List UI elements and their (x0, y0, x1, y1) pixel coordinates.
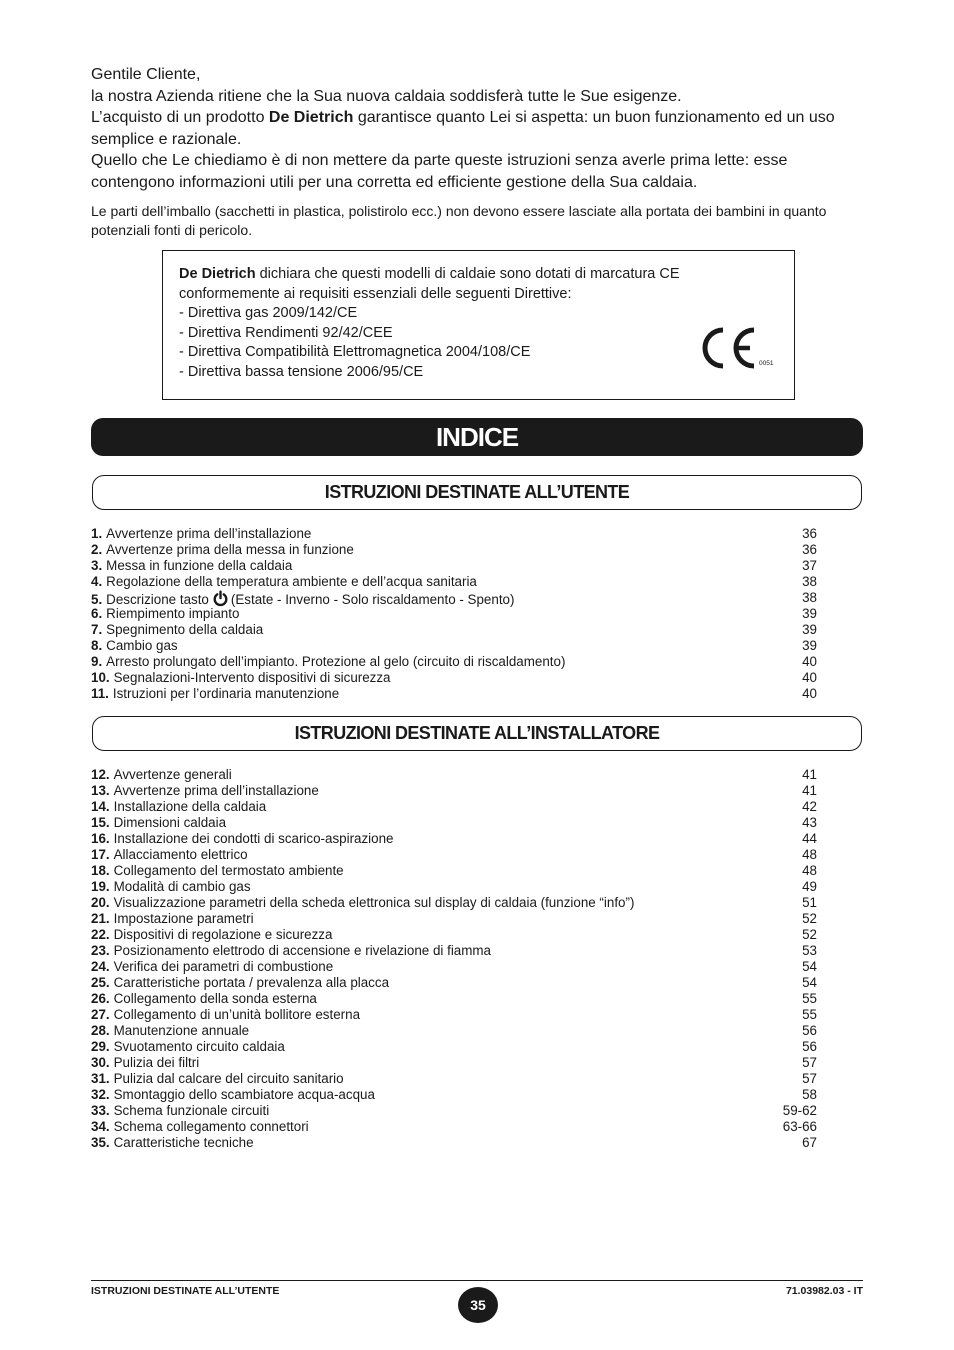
index-title: INDICE (435, 421, 519, 452)
toc-page: 43 (802, 815, 817, 830)
toc-page: 40 (802, 654, 817, 669)
toc-page: 56 (802, 1039, 817, 1054)
intro-line-2: L’acquisto di un prodotto De Dietrich garantisce quanto Lei si aspetta: un buon funzionamento ed un uso semplice e razionale. (91, 109, 835, 148)
page-number: 35 (470, 1297, 486, 1313)
ce-brand: De Dietrich (179, 266, 256, 282)
toc-item[interactable]: 2. Avvertenze prima della messa in funzione 36 (91, 542, 817, 557)
toc-page: 39 (802, 606, 817, 621)
toc-item[interactable]: 17. Allacciamento elettrico 48 (91, 847, 817, 862)
toc-item[interactable]: 32. Smontaggio dello scambiatore acqua-acqua 58 (91, 1087, 817, 1102)
toc-item[interactable]: 12. Avvertenze generali 41 (91, 767, 817, 782)
toc-page: 54 (802, 959, 817, 974)
user-section-title: ISTRUZIONI DESTINATE ALL’UTENTE (324, 482, 630, 502)
toc-item[interactable]: 4. Regolazione della temperatura ambiente e dell’acqua sanitaria 38 (91, 574, 817, 589)
toc-item[interactable]: 15. Dimensioni caldaia 43 (91, 815, 817, 830)
toc-page: 39 (802, 638, 817, 653)
greeting: Gentile Cliente, (91, 66, 201, 83)
toc-page: 48 (802, 863, 817, 878)
toc-item[interactable]: 34. Schema collegamento connettori 63-66 (91, 1119, 817, 1134)
toc-item[interactable]: 14. Installazione della caldaia 42 (91, 799, 817, 814)
toc-item[interactable]: 29. Svuotamento circuito caldaia 56 (91, 1039, 817, 1054)
toc-page: 42 (802, 799, 817, 814)
toc-item[interactable]: 30. Pulizia dei filtri 57 (91, 1055, 817, 1070)
user-toc-list (91, 526, 817, 702)
toc-page: 56 (802, 1023, 817, 1038)
toc-item[interactable]: 16. Installazione dei condotti di scarico-aspirazione 44 (91, 831, 817, 846)
document-code: 71.03982.03 - IT (785, 1285, 863, 1297)
toc-page: 38 (802, 574, 817, 589)
toc-page: 40 (802, 670, 817, 685)
power-button-icon (212, 590, 229, 607)
toc-page: 51 (802, 895, 817, 910)
toc-page: 40 (802, 686, 817, 701)
footer-rule (91, 1280, 863, 1281)
directive-item: - Direttiva Rendimenti 92/42/CEE (179, 324, 393, 341)
toc-item[interactable]: 35. Caratteristiche tecniche 67 (91, 1135, 817, 1150)
toc-page: 57 (802, 1055, 817, 1070)
toc-item[interactable]: 23. Posizionamento elettrodo di accensione e rivelazione di fiamma 53 (91, 943, 817, 958)
toc-item[interactable]: 21. Impostazione parametri 52 (91, 911, 817, 926)
toc-page: 55 (802, 1007, 817, 1022)
toc-page: 57 (802, 1071, 817, 1086)
ce-declaration-box (162, 250, 795, 400)
brand-name: De Dietrich (268, 109, 354, 126)
toc-page: 63-66 (782, 1119, 817, 1134)
installer-section-title: ISTRUZIONI DESTINATE ALL’INSTALLATORE (294, 723, 660, 743)
toc-item[interactable]: 33. Schema funzionale circuiti 59-62 (91, 1103, 817, 1118)
toc-page: 54 (802, 975, 817, 990)
toc-item[interactable]: 22. Dispositivi di regolazione e sicurezza 52 (91, 927, 817, 942)
toc-page: 52 (802, 927, 817, 942)
directive-item: - Direttiva bassa tensione 2006/95/CE (179, 363, 424, 380)
toc-item[interactable]: 25. Caratteristiche portata / prevalenza alla placca 54 (91, 975, 817, 990)
toc-item[interactable]: 31. Pulizia dal calcare del circuito sanitario 57 (91, 1071, 817, 1086)
directive-item: - Direttiva gas 2009/142/CE (179, 305, 358, 321)
toc-item[interactable]: 19. Modalità di cambio gas 49 (91, 879, 817, 894)
ce-code: 0051 (759, 360, 774, 367)
toc-page: 36 (802, 526, 817, 541)
packaging-warning: Le parti dell’imballo (sacchetti in plastica, polistirolo ecc.) non devono essere lasciate alla portata dei bambini in quanto potenziali fonti di pericolo. (91, 203, 827, 238)
toc-item[interactable]: 3. Messa in funzione della caldaia 37 (91, 558, 817, 573)
ce-mark-icon (699, 325, 777, 371)
toc-item[interactable]: 1. Avvertenze prima dell’installazione 36 (91, 526, 817, 541)
toc-item[interactable]: 13. Avvertenze prima dell’installazione 41 (91, 783, 817, 798)
footer-section-label: ISTRUZIONI DESTINATE ALL’UTENTE (91, 1285, 280, 1297)
toc-page: 39 (802, 622, 817, 637)
user-section-header (92, 475, 862, 510)
toc-item[interactable]: 5. Descrizione tasto (Estate - Inverno - Solo riscaldamento - Spento) 38 (91, 590, 817, 607)
toc-item[interactable]: 26. Collegamento della sonda esterna 55 (91, 991, 817, 1006)
toc-item[interactable]: 6. Riempimento impianto 39 (91, 606, 817, 621)
toc-item[interactable]: 9. Arresto prolungato dell’impianto. Protezione al gelo (circuito di riscaldamento) 40 (91, 654, 817, 669)
toc-page: 41 (802, 783, 817, 798)
toc-page: 59-62 (782, 1103, 817, 1118)
intro-line-1: la nostra Azienda ritiene che la Sua nuova caldaia soddisferà tutte le Sue esigenze. (91, 87, 682, 105)
intro-line-3: Quello che Le chiediamo è di non mettere da parte queste istruzioni senza averle prima lette: esse contengono informazioni utili per una corretta ed efficiente gestione della Sua caldaia. (91, 152, 788, 191)
installer-section-header (92, 716, 862, 751)
toc-item[interactable]: 8. Cambio gas 39 (91, 638, 817, 653)
toc-page: 53 (802, 943, 817, 958)
toc-page: 52 (802, 911, 817, 926)
toc-page: 36 (802, 542, 817, 557)
toc-item[interactable]: 10. Segnalazioni-Intervento dispositivi di sicurezza 40 (91, 670, 817, 685)
toc-page: 41 (802, 767, 817, 782)
toc-item[interactable]: 7. Spegnimento della caldaia 39 (91, 622, 817, 637)
toc-item[interactable]: 27. Collegamento di un’unità bollitore esterna 55 (91, 1007, 817, 1022)
installer-toc-list (91, 767, 817, 1151)
toc-item[interactable]: 28. Manutenzione annuale 56 (91, 1023, 817, 1038)
toc-page: 67 (802, 1135, 817, 1150)
toc-page: 49 (802, 879, 817, 894)
toc-page: 37 (802, 558, 817, 573)
toc-page: 38 (802, 590, 817, 605)
toc-page: 44 (802, 831, 817, 846)
ce-statement: De Dietrich dichiara che questi modelli di caldaie sono dotati di marcatura CE conformemente ai requisiti essenziali delle seguenti Direttive: (179, 266, 680, 302)
toc-item[interactable]: 18. Collegamento del termostato ambiente 48 (91, 863, 817, 878)
index-title-bar (91, 418, 863, 456)
page-number-badge (458, 1287, 498, 1323)
intro-text (91, 64, 871, 240)
toc-page: 58 (802, 1087, 817, 1102)
toc-item[interactable]: 11. Istruzioni per l’ordinaria manutenzione 40 (91, 686, 817, 701)
toc-page: 48 (802, 847, 817, 862)
toc-item[interactable]: 24. Verifica dei parametri di combustione 54 (91, 959, 817, 974)
toc-item[interactable]: 20. Visualizzazione parametri della scheda elettronica sul display di caldaia (funzione “info”) 51 (91, 895, 817, 910)
directive-item: - Direttiva Compatibilità Elettromagnetica 2004/108/CE (179, 344, 531, 360)
toc-page: 55 (802, 991, 817, 1006)
